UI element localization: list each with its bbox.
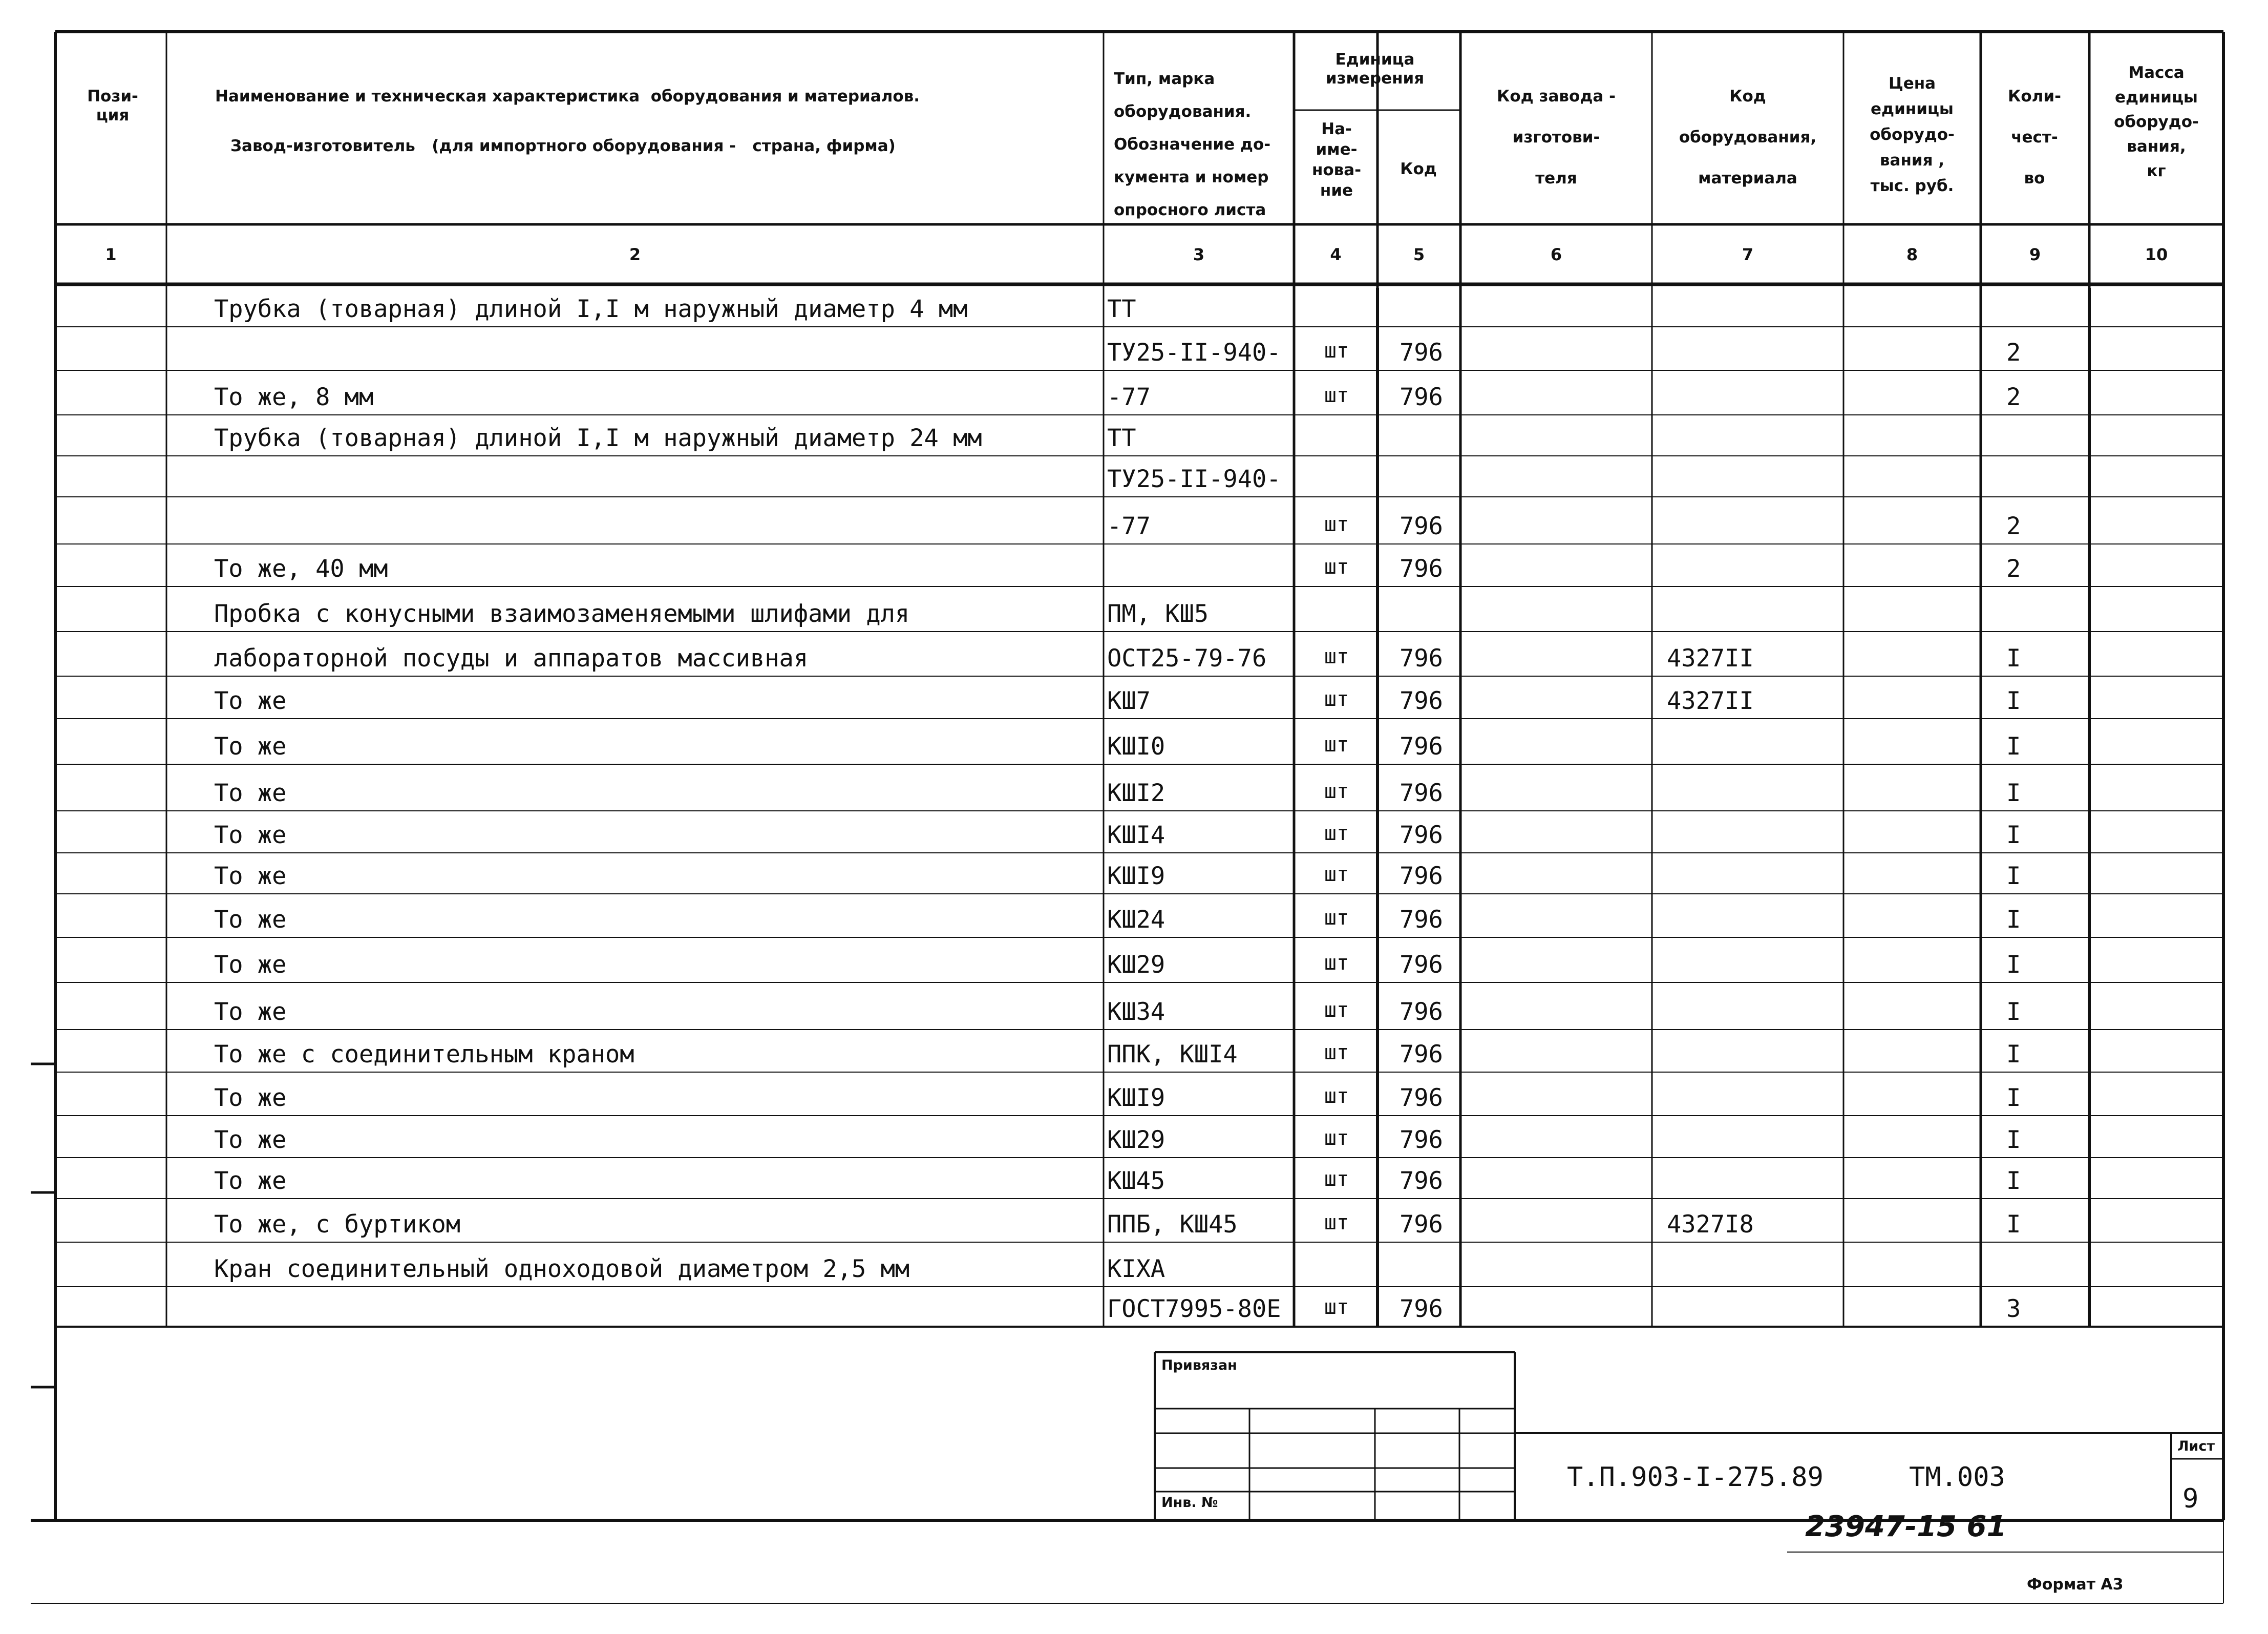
cell-type: КШ24	[1107, 906, 1165, 934]
cell-code: 796	[1400, 862, 1443, 890]
cell-qty: 2	[2006, 339, 2021, 367]
column-number-4: 4	[1330, 245, 1342, 264]
cell-type: ТУ25-II-940-	[1107, 465, 1281, 493]
cell-qty: I	[2006, 998, 2021, 1026]
cell-code: 796	[1400, 998, 1443, 1026]
cell-unit: шт	[1324, 1041, 1349, 1064]
cell-qty: I	[2006, 1084, 2021, 1112]
cell-type: КIХА	[1107, 1255, 1165, 1283]
cell-code: 796	[1400, 1040, 1443, 1069]
column-number-8: 8	[1906, 245, 1918, 264]
cell-unit: шт	[1324, 822, 1349, 845]
cell-mat: 4327I8	[1667, 1210, 1754, 1239]
column-number-5: 5	[1413, 245, 1425, 264]
stamp-tied-label: Привязан	[1161, 1357, 1237, 1373]
cell-name: То же	[214, 906, 287, 934]
cell-name: То же	[214, 1084, 287, 1112]
cell-name: То же	[214, 687, 287, 715]
cell-code: 796	[1400, 732, 1443, 761]
cell-qty: I	[2006, 1126, 2021, 1154]
cell-type: КШI4	[1107, 821, 1165, 849]
cell-qty: I	[2006, 906, 2021, 934]
header-unit-code: Код	[1400, 160, 1437, 178]
cell-name: То же	[214, 821, 287, 849]
column-number-9: 9	[2029, 245, 2041, 264]
sheet-label: Лист	[2177, 1438, 2215, 1454]
cell-qty: I	[2006, 1210, 2021, 1239]
cell-name: То же, с буртиком	[214, 1210, 461, 1239]
cell-qty: I	[2006, 821, 2021, 849]
cell-type: ППК, КШI4	[1107, 1040, 1238, 1069]
cell-unit: шт	[1324, 687, 1349, 711]
cell-name: То же	[214, 862, 287, 890]
cell-code: 796	[1400, 779, 1443, 807]
header-material-code: Код оборудования, материала	[1679, 87, 1817, 187]
cell-qty: 3	[2006, 1295, 2021, 1323]
cell-qty: I	[2006, 644, 2021, 673]
cell-unit: шт	[1324, 863, 1349, 886]
cell-qty: 2	[2006, 383, 2021, 411]
cell-mat: 4327II	[1667, 644, 1754, 673]
cell-unit: шт	[1324, 339, 1349, 363]
cell-unit: шт	[1324, 780, 1349, 803]
cell-code: 796	[1400, 1084, 1443, 1112]
cell-type: КШI9	[1107, 1084, 1165, 1112]
cell-name: То же	[214, 998, 287, 1026]
cell-unit: шт	[1324, 998, 1349, 1022]
cell-code: 796	[1400, 644, 1443, 673]
cell-qty: 2	[2006, 555, 2021, 583]
cell-type: КШI2	[1107, 779, 1165, 807]
column-number-6: 6	[1550, 245, 1562, 264]
cell-unit: шт	[1324, 1295, 1349, 1319]
cell-name: То же с соединительным краном	[214, 1040, 634, 1069]
column-number-7: 7	[1742, 245, 1754, 264]
document-section: ТМ.003	[1909, 1462, 2005, 1493]
cell-type: ТТ	[1107, 295, 1136, 323]
header-position: Пози- ция	[87, 87, 138, 125]
cell-unit: шт	[1324, 1084, 1349, 1108]
cell-qty: I	[2006, 779, 2021, 807]
cell-type: ТТ	[1107, 424, 1136, 452]
cell-type: КШ29	[1107, 951, 1165, 979]
cell-qty: I	[2006, 862, 2021, 890]
cell-name: Кран соединительный одноходовой диаметром 2,5 мм	[214, 1255, 910, 1283]
cell-type: КШ34	[1107, 998, 1165, 1026]
cell-type: -77	[1107, 383, 1151, 411]
cell-code: 796	[1400, 383, 1443, 411]
cell-qty: I	[2006, 1040, 2021, 1069]
cell-unit: шт	[1324, 733, 1349, 757]
cell-code: 796	[1400, 1167, 1443, 1195]
cell-type: ГОСТ7995-80Е	[1107, 1295, 1281, 1323]
cell-code: 796	[1400, 1295, 1443, 1323]
header-unit-group: Единица измерения	[1325, 50, 1425, 88]
cell-name: То же	[214, 732, 287, 761]
cell-name: Трубка (товарная) длиной I,I м наружный диаметр 24 мм	[214, 424, 982, 452]
cell-code: 796	[1400, 951, 1443, 979]
cell-code: 796	[1400, 906, 1443, 934]
cell-unit: шт	[1324, 906, 1349, 930]
archive-number: 23947-15 61	[1805, 1510, 2007, 1543]
cell-code: 796	[1400, 512, 1443, 540]
cell-type: ПМ, КШ5	[1107, 600, 1209, 628]
header-price: Цена единицы оборудо- вания , тыс. руб.	[1870, 74, 1955, 195]
cell-type: ОСТ25-79-76	[1107, 644, 1267, 673]
cell-unit: шт	[1324, 645, 1349, 668]
cell-name: То же	[214, 1126, 287, 1154]
cell-name: То же, 8 мм	[214, 383, 374, 411]
cell-code: 796	[1400, 821, 1443, 849]
cell-code: 796	[1400, 1126, 1443, 1154]
document-designation: Т.П.903-I-275.89	[1567, 1462, 1824, 1493]
cell-type: ППБ, КШ45	[1107, 1210, 1238, 1239]
cell-code: 796	[1400, 687, 1443, 715]
cell-unit: шт	[1324, 555, 1349, 579]
header-unit-name: На- име- нова- ние	[1311, 120, 1362, 200]
cell-qty: I	[2006, 951, 2021, 979]
cell-unit: шт	[1324, 1211, 1349, 1234]
cell-name: Трубка (товарная) длиной I,I м наружный диаметр 4 мм	[214, 295, 968, 323]
header-mass: Масса единицы оборудо- вания, кг	[2114, 64, 2199, 180]
cell-unit: шт	[1324, 1167, 1349, 1191]
cell-unit: шт	[1324, 951, 1349, 975]
sheet-number: 9	[2182, 1483, 2199, 1514]
cell-unit: шт	[1324, 1126, 1349, 1150]
cell-unit: шт	[1324, 384, 1349, 407]
header-plant-code: Код завода - изготови- теля	[1497, 87, 1616, 187]
cell-qty: 2	[2006, 512, 2021, 540]
cell-name: Пробка с конусными взаимозаменяемыми шлифами для	[214, 600, 910, 628]
cell-type: КШ45	[1107, 1167, 1165, 1195]
header-type: Тип, марка оборудования. Обозначение до- кумента и номер опросного листа	[1114, 70, 1271, 219]
stamp-inv-label: Инв. №	[1161, 1495, 1218, 1511]
cell-qty: I	[2006, 687, 2021, 715]
cell-type: -77	[1107, 512, 1151, 540]
cell-code: 796	[1400, 339, 1443, 367]
header-quantity: Коли- чест- во	[2008, 87, 2061, 187]
cell-name: лабораторной посуды и аппаратов массивная	[214, 644, 809, 673]
format-label: Формат А3	[2027, 1576, 2124, 1594]
cell-name: То же	[214, 779, 287, 807]
column-number-3: 3	[1193, 245, 1205, 264]
cell-type: ТУ25-II-940-	[1107, 339, 1281, 367]
cell-unit: шт	[1324, 513, 1349, 536]
cell-qty: I	[2006, 1167, 2021, 1195]
cell-code: 796	[1400, 555, 1443, 583]
cell-type: КШ7	[1107, 687, 1151, 715]
cell-name: То же, 40 мм	[214, 555, 388, 583]
header-name-line1: Наименование и техническая характеристика оборудования и материалов.	[215, 87, 920, 106]
column-number-10: 10	[2145, 245, 2168, 264]
cell-type: КШI0	[1107, 732, 1165, 761]
cell-qty: I	[2006, 732, 2021, 761]
header-name-line2: Завод-изготовитель (для импортного оборудования - страна, фирма)	[230, 137, 896, 155]
cell-code: 796	[1400, 1210, 1443, 1239]
cell-name: То же	[214, 1167, 287, 1195]
column-number-1: 1	[105, 245, 117, 264]
cell-type: КШ29	[1107, 1126, 1165, 1154]
cell-name: То же	[214, 951, 287, 979]
column-number-2: 2	[629, 245, 641, 264]
cell-type: КШI9	[1107, 862, 1165, 890]
cell-mat: 4327II	[1667, 687, 1754, 715]
